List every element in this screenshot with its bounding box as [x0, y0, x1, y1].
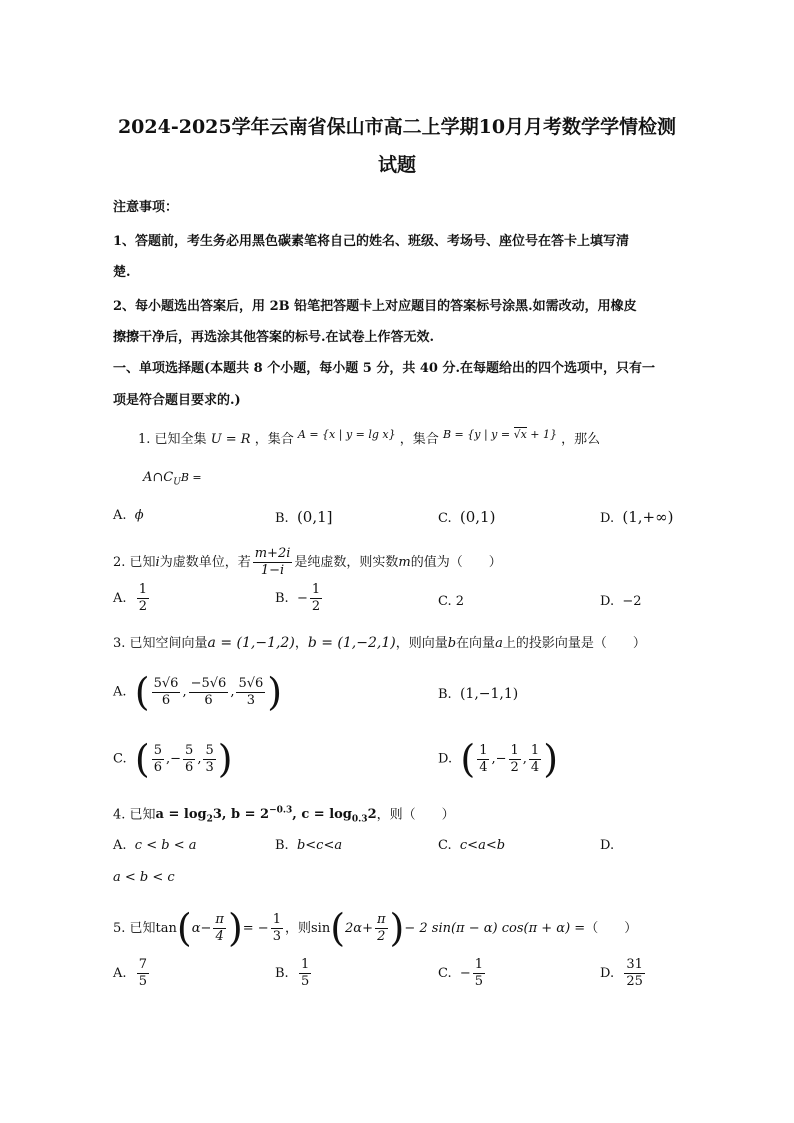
q1-set-a: A = {x | y = lg x} — [297, 428, 396, 441]
q4-option-d[interactable]: D. — [600, 838, 615, 853]
exam-title-line1: 2024-2025学年云南省保山市高二上学期10月月考数学学情检测 — [117, 116, 677, 138]
q5-option-d[interactable]: D. $\frac{31}{25}$ — [600, 957, 643, 989]
q1-set-a-label: ，集合 — [254, 432, 294, 447]
notice-1-line1: 1、答题前，考生务必用黑色碳素笔将自己的姓名、班级、考场号、座位号在答卡上填写清 — [113, 234, 630, 249]
q1-option-c[interactable]: C. (0,1) — [438, 508, 496, 526]
q1-option-b[interactable]: B. (0,1] — [275, 508, 333, 526]
q1-set-b-label: ，集合 — [399, 432, 439, 447]
notice-1-line2: 楚. — [113, 265, 131, 280]
q3-option-b[interactable]: B. (1,−1,1) — [438, 686, 519, 702]
q4-option-a[interactable]: A. c < b < a — [113, 838, 197, 853]
q2-option-b[interactable]: B. − $\frac{1}{2}$ — [275, 582, 321, 614]
question-5: 5. 已知tan(α− $\frac{\pi}{4}$ )= − $\frac{1}{3}$ ，则sin(2α+ $\frac{\pi}{2}$ )− 2 sin(π − α) cos(π + α) =（ ） — [113, 906, 638, 950]
q1-option-a[interactable]: A. ϕ — [113, 508, 144, 523]
q4-option-c[interactable]: C. c<a<b — [438, 838, 506, 853]
q5-option-c[interactable]: C. − $\frac{1}{5}$ — [438, 957, 484, 989]
q2-option-a[interactable]: A. $\frac{1}{2}$ — [113, 582, 148, 614]
section-heading-line2: 项是符合题目要求的.) — [113, 393, 241, 408]
q2-fraction: $\frac{m+2i}{1-i}$ — [254, 546, 291, 578]
q2-option-c[interactable]: C. 2 — [438, 594, 465, 609]
q1-option-d[interactable]: D. (1,+∞) — [600, 508, 674, 526]
q1-lead: 1. 已知全集 — [138, 432, 207, 447]
q3-option-d[interactable]: D. ( $\frac{1}{4}$ ,− $\frac{1}{2}$ , $\frac{1}{4}$ ) — [438, 737, 559, 781]
q5-option-a[interactable]: A. $\frac{7}{5}$ — [113, 957, 148, 989]
q3-option-a[interactable]: A. ( $\frac{5√6}{6}$ , $\frac{-5√6}{6}$ , $\frac{5√6}{3}$ ) — [113, 670, 283, 714]
question-1 — [138, 428, 601, 448]
exam-title-line2: 试题 — [377, 154, 416, 176]
question-4: 4. 已知$a = \log_23$, $b = 2^{-0.3}$, $c = \log_{0.3}2$，则（ ） — [113, 806, 455, 825]
question-3: 3. 已知空间向量a = (1,−1,2)，b = (1,−2,1)，则向量b在向量a上的投影向量是（ ） — [113, 635, 646, 651]
question-1-line2: $A\cap C_UB$ = — [143, 470, 202, 488]
notice-2-line2: 擦擦干净后，再选涂其他答案的标号.在试卷上作答无效. — [113, 330, 435, 345]
q5-option-b[interactable]: B. $\frac{1}{5}$ — [275, 957, 310, 989]
q1-tail: ，那么 — [561, 432, 601, 447]
q4-option-b[interactable]: B. b<c<a — [275, 838, 343, 853]
notice-heading: 注意事项： — [113, 200, 179, 215]
question-2: 2. 已知i为虚数单位，若 $\frac{m+2i}{1-i}$ 是纯虚数，则实数m的值为（ ） — [113, 546, 502, 578]
q1-set-b: B = {y | y = √x + 1} — [442, 428, 558, 441]
q2-option-d[interactable]: D. −2 — [600, 594, 642, 609]
q3-option-c[interactable]: C. ( $\frac{5}{6}$ ,− $\frac{5}{6}$ , $\frac{5}{3}$ ) — [113, 737, 233, 781]
notice-2-line1: 2、每小题选出答案后，用 2B 铅笔把答题卡上对应题目的答案标号涂黑.如需改动，用橡皮 — [113, 299, 637, 314]
section-heading-line1: 一、单项选择题(本题共 8 个小题，每小题 5 分，共 40 分.在每题给出的四个选项中，只有一 — [113, 361, 656, 376]
q1-universal-set: U = R — [210, 432, 251, 447]
q4-option-d-value: a < b < c — [113, 870, 175, 885]
